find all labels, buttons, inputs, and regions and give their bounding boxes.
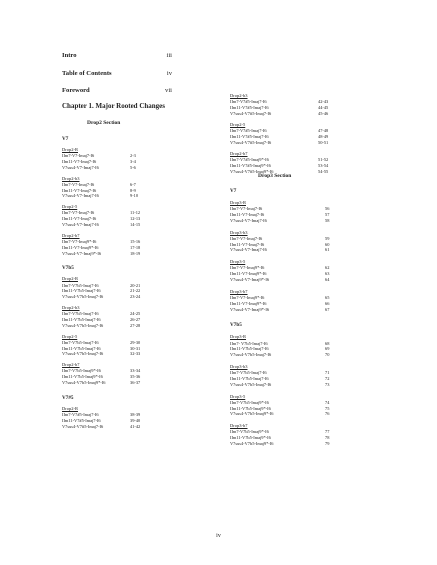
toc-entry-page: 30-31 — [130, 345, 141, 351]
toc-entry-label: V7sus4-V7b5-Imaj7-I6 — [230, 381, 272, 387]
toc-entry-label: V7sus4-V7-Imaj7-I6 — [62, 222, 99, 227]
toc-entry-label: V7sus4-V7b5-Imaj9*-I6 — [230, 441, 274, 446]
toc-entry-page: 2-3 — [130, 153, 136, 159]
toc-entry-label: IIm11-V7b5-Imaj7-I6 — [62, 288, 101, 294]
toc-entry-page: 76 — [325, 411, 330, 417]
toc-entry-page: 6-7 — [130, 181, 136, 187]
toc-entry-label: IIm11-V7-Imaj7-I6 — [62, 159, 97, 164]
toc-subsection-title: Drop2-R — [62, 405, 78, 411]
toc-subsection-title: Drop3-b3 — [230, 229, 248, 235]
toc-entry-label: IIm7- V7b5-Imaj7-I6 — [230, 340, 268, 346]
toc-intro-label: Intro — [62, 52, 77, 59]
toc-entry-page: 20-21 — [130, 282, 141, 288]
toc-contents-page: iv — [166, 70, 172, 77]
toc-subsection-title: Drop2-R — [62, 276, 78, 282]
toc-entry-page: 44-45 — [318, 105, 329, 110]
toc-entry-label: V7sus4-V7b5-Imaj7-I6 — [62, 294, 104, 300]
toc-foreword-page: vii — [165, 87, 172, 94]
toc-subsection-title: Drop3-b3 — [230, 364, 248, 369]
toc-entry-page: 39-40 — [130, 417, 141, 423]
toc-entry-page: 65 — [325, 295, 330, 300]
toc-entry-page: 27-28 — [130, 322, 141, 328]
toc-entry-label: IIm11-V7#5-Imaj7-I6 — [230, 134, 269, 140]
toc-entry-page: 68 — [325, 340, 330, 346]
toc-entry-label: IIm7-V7b5-Imaj7-I6 — [62, 339, 99, 345]
toc-entry-label: IIm11-V7-Imaj7-I6 — [62, 216, 97, 222]
toc-entry-label: V7sus4-V7b5-Imaj7-I6 — [62, 351, 104, 357]
toc-entry-page: 74 — [325, 399, 330, 405]
toc-subsection-title: Drop2-5 — [230, 122, 246, 128]
toc-entry-label: IIm11-V7b5-Imaj7-I6 — [230, 376, 269, 381]
toc-entry-label: IIm7-V7#5-Imaj7-I6 — [230, 128, 267, 134]
toc-entry-label: V7sus4-V7#5-Imaj7-I6 — [62, 423, 104, 429]
toc-subsection-title: Drop3-5 — [230, 393, 246, 399]
toc-entry-page: 61 — [325, 247, 330, 253]
toc-entry-label: IIm7-V7-Imaj9*-I6 — [230, 265, 265, 271]
toc-entry-label: IIm11-V7#5-Imaj7-I6 — [230, 105, 269, 110]
toc-entry-label: IIm11-V7-Imaj9*-I6 — [230, 271, 267, 277]
toc-entry-page: 56 — [325, 206, 330, 212]
toc-entry-page: 32-33 — [130, 351, 141, 357]
toc-subsection-title: Drop2-b3 — [230, 93, 248, 98]
toc-entry-label: IIm11-V7b5-Imaj9*-I6 — [62, 374, 103, 380]
toc-entry-page: 23-24 — [130, 294, 141, 300]
toc-entry-page: 77 — [325, 429, 330, 435]
toc-entry-label: IIm7-V7b5-Imaj7-I6 — [62, 282, 99, 288]
toc-entry-label: IIm7-V7#5-Imaj9*-I6 — [230, 157, 269, 163]
toc-entry-page: 67 — [325, 306, 330, 312]
toc-entry-page: 50-51 — [318, 139, 329, 145]
toc-entry-page: 33-34 — [130, 368, 141, 374]
toc-entry-label: V7sus4-V7-Imaj9*-I6 — [62, 250, 102, 256]
toc-entry-page: 79 — [325, 441, 330, 446]
toc-entry-label: V7sus4-V7b5-Imaj9*-I6 — [230, 411, 274, 417]
toc-group-title: V7#5 — [62, 394, 74, 401]
toc-entry-page: 51-52 — [318, 157, 329, 163]
toc-entry-label: IIm11-V7-Imaj7-I6 — [230, 212, 265, 217]
toc-entry-page: 69 — [325, 346, 330, 352]
toc-entry-label: V7sus4-V7-Imaj7-I6 — [62, 164, 99, 170]
toc-entry-label: IIm11-V7-Imaj7-I6 — [230, 241, 265, 247]
toc-entry-label: IIm11-V7b5-Imaj7-I6 — [62, 317, 101, 322]
toc-entry-page: 66 — [325, 300, 330, 306]
toc-subsection-title: Drop2-5 — [62, 204, 78, 210]
toc-entry-label: IIm11-V7#5-Imaj9*-I6 — [230, 163, 271, 169]
toc-entry-page: 71 — [325, 370, 330, 376]
toc-entry-page: 21-22 — [130, 288, 141, 294]
toc-entry-label: IIm7-V7-Imaj7-I6 — [62, 181, 95, 187]
toc-entry-label: IIm7-V7-Imaj7-I6 — [230, 206, 263, 212]
toc-entry-label: IIm11-V7-Imaj9*-I6 — [230, 300, 267, 306]
toc-entry-label: IIm11-V7b5-Imaj9*-I6 — [230, 405, 271, 411]
toc-entry-page: 38-39 — [130, 412, 141, 417]
toc-entry-page: 63 — [325, 271, 330, 277]
toc-subsection-title: Drop3-R — [230, 334, 246, 340]
toc-entry-label: V7sus4-V7b5-Imaj9*-I6 — [62, 380, 106, 385]
toc-entry-page: 12-13 — [130, 216, 141, 222]
toc-contents-label: Table of Contents — [62, 70, 112, 77]
toc-entry-label: IIm7-V7b5-Imaj9*-I6 — [230, 429, 269, 435]
toc-entry-label: V7sus4-V7-Imaj9*-I6 — [230, 306, 270, 312]
toc-entry-label: IIm7-V7-Imaj7-I6 — [230, 235, 263, 241]
toc-entry-label: V7sus4-V7#5-Imaj9*-I6 — [230, 169, 274, 174]
toc-entry-page: 8-9 — [130, 187, 136, 193]
toc-entry-page: 3-4 — [130, 159, 136, 164]
toc-group-title: V7b5 — [62, 265, 74, 272]
toc-entry-page: 14-15 — [130, 222, 141, 227]
toc-subsection-title: Drop2-b7 — [230, 151, 248, 157]
toc-entry-page: 36-37 — [130, 380, 141, 385]
toc-entry-label: V7sus4-V7b5-Imaj7-I6 — [62, 322, 104, 328]
toc-entry-label: IIm7-V7b5-Imaj9*-I6 — [62, 368, 101, 374]
toc-entry-page: 62 — [325, 265, 330, 271]
toc-entry-label: IIm11-V7#5-Imaj7-I6 — [62, 417, 101, 423]
toc-group-title: V7b5 — [230, 322, 242, 329]
toc-entry-page: 73 — [325, 381, 330, 387]
toc-entry-page: 15-16 — [130, 239, 141, 244]
section-title-drop3: Drop3 Section — [258, 173, 292, 179]
toc-entry-label: V7sus4-V7-Imaj7-I6 — [230, 247, 267, 253]
toc-entry-label: IIm7-V7#5-Imaj7-I6 — [62, 412, 99, 417]
toc-entry-page: 45-46 — [318, 110, 329, 116]
toc-entry-label: V7sus4-V7#5-Imaj7-I6 — [230, 110, 272, 116]
toc-subsection-title: Drop2-b7 — [62, 232, 80, 238]
toc-entry-label: V7sus4-V7b5-Imaj7-I6 — [230, 352, 272, 358]
toc-entry-page: 18-19 — [130, 250, 141, 256]
toc-entry-label: IIm7-V7-Imaj9*-I6 — [62, 239, 97, 244]
toc-entry-page: 54-55 — [318, 169, 329, 174]
toc-entry-page: 9-10 — [130, 193, 139, 199]
toc-entry-label: IIm7-V7-Imaj9*-I6 — [230, 295, 265, 300]
toc-entry-page: 70 — [325, 352, 330, 358]
toc-entry-page: 26-27 — [130, 317, 141, 322]
toc-entry-page: 24-25 — [130, 311, 141, 317]
toc-entry-page: 75 — [325, 405, 330, 411]
toc-intro-page: iii — [166, 52, 172, 59]
toc-subsection-title: Drop2-b7 — [62, 362, 80, 368]
toc-entry-page: 57 — [325, 212, 330, 217]
toc-entry-label: IIm11-V7b5-Imaj7-I6 — [62, 345, 101, 351]
toc-entry-label: IIm7-V7b5-Imaj7-I6 — [62, 311, 99, 317]
toc-entry-page: 29-30 — [130, 339, 141, 345]
toc-entry-page: 53-54 — [318, 163, 329, 169]
toc-entry-page: 60 — [325, 241, 330, 247]
toc-entry-page: 5-6 — [130, 164, 136, 170]
toc-entry-page: 41-42 — [130, 423, 141, 429]
toc-subsection-title: Drop2-b3 — [62, 175, 80, 181]
toc-subsection-title: Drop3-R — [230, 200, 246, 205]
section-title-drop2: Drop2 Section — [87, 120, 121, 126]
toc-entry-page: 78 — [325, 435, 330, 441]
toc-entry-page: 11-12 — [130, 210, 141, 216]
toc-entry-label: IIm11-V7b5-Imaj9*-I6 — [230, 435, 271, 441]
toc-entry-label: IIm11-V7b5-Imaj7-I6 — [230, 346, 269, 352]
toc-entry-page: 17-18 — [130, 244, 141, 250]
toc-subsection-title: Drop3-b7 — [230, 423, 248, 429]
toc-entry-page: 47-48 — [318, 128, 329, 134]
toc-entry-label: IIm7-V7b5-Imaj9*-I6 — [230, 399, 269, 405]
toc-entry-page: 59 — [325, 235, 330, 241]
toc-entry-page: 64 — [325, 277, 330, 282]
toc-entry-label: IIm7-V7-Imaj7-I6 — [62, 210, 95, 216]
toc-group-title: V7 — [62, 136, 69, 142]
toc-subsection-title: Drop2-b3 — [62, 305, 80, 310]
toc-entry-label: V7sus4-V7-Imaj9*-I6 — [230, 277, 270, 282]
toc-entry-label: IIm7-V7#5-Imaj7-I6 — [230, 99, 267, 105]
toc-entry-page: 58 — [325, 217, 330, 223]
toc-entry-page: 35-36 — [130, 374, 141, 380]
toc-entry-label: V7sus4-V7#5-Imaj7-I6 — [230, 139, 272, 145]
toc-entry-label: IIm11-V7-Imaj7-I6 — [62, 187, 97, 193]
toc-entry-page: 72 — [325, 376, 330, 381]
toc-subsection-title: Drop3-b7 — [230, 288, 248, 294]
toc-entry-label: IIm7-V7b5-Imaj7-I6 — [230, 370, 267, 376]
toc-group-title: V7 — [230, 188, 237, 194]
chapter-title: Chapter 1. Major Rooted Changes — [62, 102, 165, 110]
toc-entry-page: 42-43 — [318, 99, 329, 105]
toc-subsection-title: Drop3-5 — [230, 259, 246, 265]
toc-entry-label: IIm7-V7-Imaj7-I6 — [62, 153, 95, 159]
toc-subsection-title: Drop2-R — [62, 147, 78, 152]
toc-foreword-label: Foreword — [62, 87, 90, 94]
page-number: iv — [216, 533, 221, 539]
toc-entry-label: V7sus4-V7-Imaj7-I6 — [230, 217, 267, 223]
toc-subsection-title: Drop2-5 — [62, 333, 78, 339]
toc-entry-page: 48-49 — [318, 134, 329, 140]
toc-entry-label: IIm11-V7-Imaj9*-I6 — [62, 244, 99, 250]
toc-entry-label: V7sus4-V7-Imaj7-I6 — [62, 193, 99, 199]
